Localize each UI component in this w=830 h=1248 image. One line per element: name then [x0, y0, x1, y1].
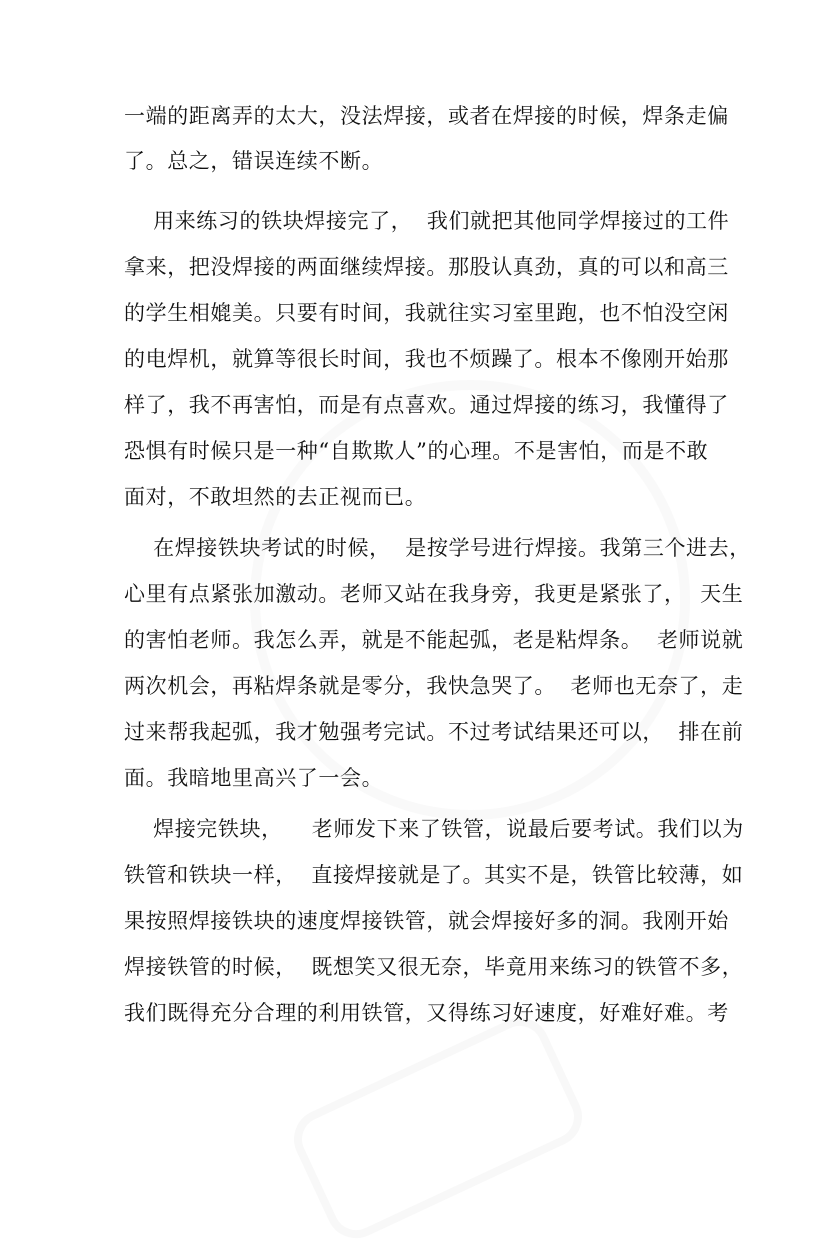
text-line: 两次机会，再粘焊条就是零分，我快急哭了。 老师也无奈了，走 [124, 674, 744, 698]
text-line: 恐惧有时候只是一种“自欺欺人”的心理。不是害怕，而是不敢 [124, 439, 709, 463]
watermark-stamp [284, 1008, 592, 1248]
text-line: 样了，我不再害怕，而是有点喜欢。通过焊接的练习，我懂得了 [124, 393, 729, 417]
text-line: 焊接完铁块， 老师发下来了铁管，说最后要考试。我们以为 [124, 817, 744, 841]
text-line: 铁管和铁块一样， 直接焊接就是了。其实不是，铁管比较薄，如 [124, 863, 744, 887]
text-line: 面对，不敢坦然的去正视而已。 [124, 485, 427, 509]
text-line: 的电焊机，就算等很长时间，我也不烦躁了。根本不像刚开始那 [124, 347, 729, 371]
text-line: 在焊接铁块考试的时候， 是按学号进行焊接。我第三个进去， [124, 536, 751, 560]
text-line: 面。我暗地里高兴了一会。 [124, 766, 384, 790]
text-line: 一端的距离弄的太大，没法焊接，或者在焊接的时候，焊条走偏 [124, 104, 729, 128]
text-line: 的学生相媲美。只要有时间，我就往实习室里跑，也不怕没空闲 [124, 301, 729, 325]
text-line: 焊接铁管的时候， 既想笑又很无奈，毕竟用来练习的铁管不多， [124, 955, 744, 979]
text-line: 心里有点紧张加激动。老师又站在我身旁，我更是紧张了， 天生 [124, 582, 744, 606]
text-line: 了。总之，错误连续不断。 [124, 149, 384, 173]
text-line: 的害怕老师。我怎么弄，就是不能起弧，老是粘焊条。 老师说就 [124, 628, 744, 652]
text-line: 用来练习的铁块焊接完了， 我们就把其他同学焊接过的工件 [124, 209, 730, 233]
text-line: 过来帮我起弧，我才勉强考完试。不过考试结果还可以， 排在前 [124, 720, 744, 744]
text-line: 拿来，把没焊接的两面继续焊接。那股认真劲，真的可以和高三 [124, 255, 729, 279]
text-line: 果按照焊接铁块的速度焊接铁管，就会焊接好多的洞。我刚开始 [124, 909, 729, 933]
text-line: 我们既得充分合理的利用铁管，又得练习好速度，好难好难。考 [124, 1001, 729, 1025]
